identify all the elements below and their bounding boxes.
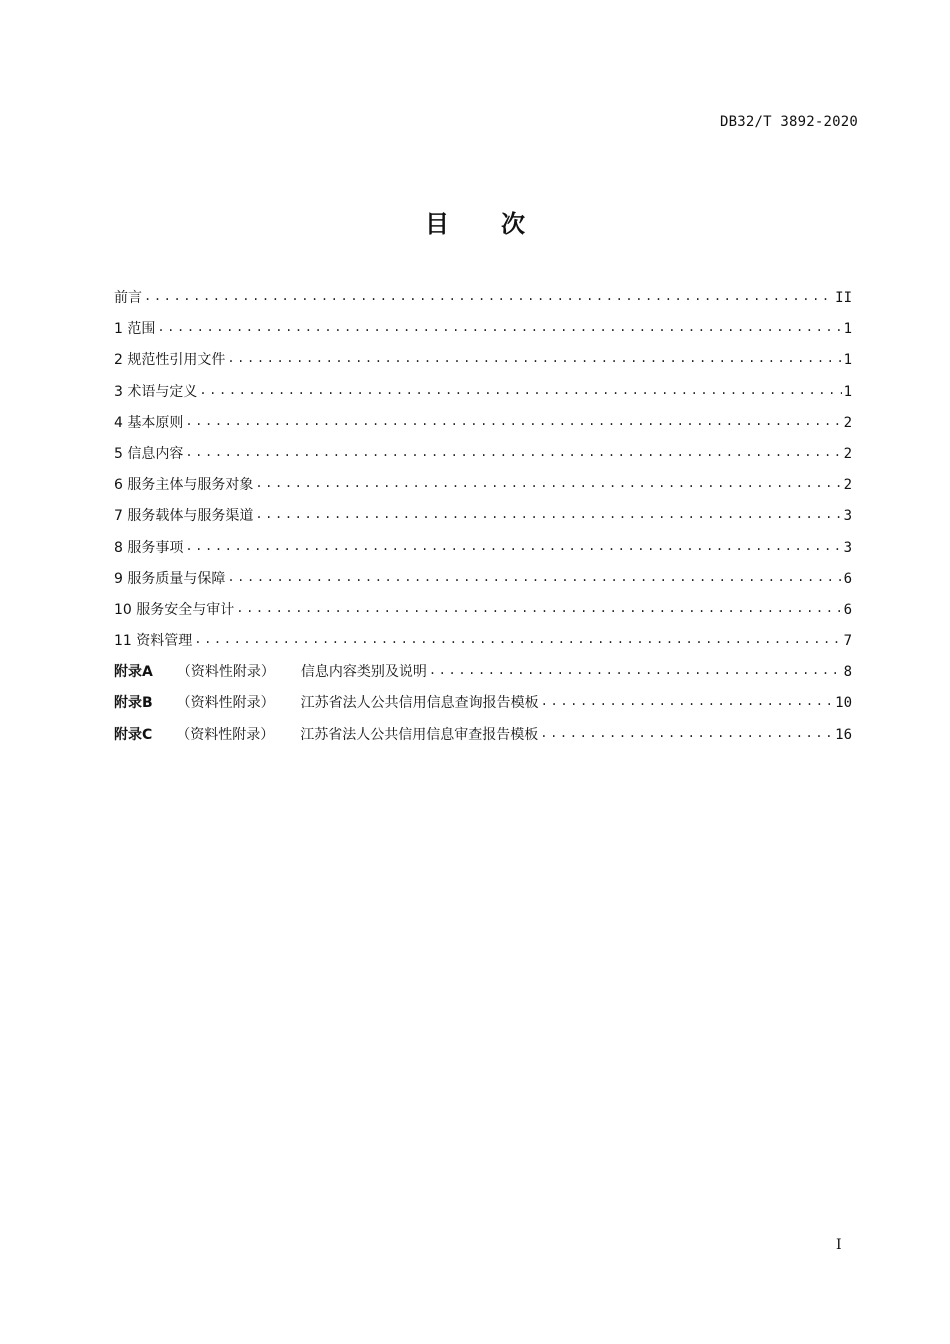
toc-entry-service-quality[interactable] xyxy=(114,565,852,596)
toc-entry-page: 2 xyxy=(843,414,852,431)
toc-entry-page: 1 xyxy=(843,352,852,369)
toc-leader xyxy=(255,469,841,497)
annex-type: （资料性附录） xyxy=(176,695,275,712)
toc-entry-label: 9 服务质量与保障 xyxy=(114,570,226,587)
toc-entry-page: 1 xyxy=(843,383,852,400)
toc-entry-foreword[interactable] xyxy=(114,284,852,315)
toc-leader xyxy=(199,376,841,404)
annex-id: 附录C xyxy=(114,726,153,743)
annex-title: 信息内容类别及说明 xyxy=(300,664,427,681)
toc-entry-records-management[interactable] xyxy=(114,627,852,658)
toc-leader xyxy=(157,313,841,341)
toc-entry-information-content[interactable] xyxy=(114,440,852,471)
toc-entry-label: 3 术语与定义 xyxy=(114,383,198,400)
toc-entry-label: 10 服务安全与审计 xyxy=(114,601,235,618)
toc-entry-page: 7 xyxy=(843,633,852,650)
toc-leader xyxy=(185,407,841,435)
toc-entry-scope[interactable] xyxy=(114,315,852,346)
annex-title: 江苏省法人公共信用信息审查报告模板 xyxy=(300,726,539,743)
toc-entry-basic-principles[interactable] xyxy=(114,409,852,440)
toc-entry-service-security[interactable] xyxy=(114,596,852,627)
toc-entry-label: 1 范围 xyxy=(114,321,156,338)
toc-entry-label: 8 服务事项 xyxy=(114,539,184,556)
annex-type: （资料性附录） xyxy=(176,726,275,743)
toc-leader xyxy=(255,500,841,528)
toc-leader xyxy=(185,438,841,466)
toc-entry-page: 2 xyxy=(843,477,852,494)
annex-id: 附录B xyxy=(114,695,153,712)
page-number: I xyxy=(836,1237,842,1253)
toc-entry-label: 5 信息内容 xyxy=(114,445,184,462)
toc-entry-annex-b[interactable] xyxy=(114,689,852,720)
toc-entry-page: 3 xyxy=(843,508,852,525)
toc-entry-label: 2 规范性引用文件 xyxy=(114,352,226,369)
toc-leader xyxy=(194,625,841,653)
toc-annex-label xyxy=(114,689,539,717)
toc-entry-page: II xyxy=(835,290,852,306)
annex-title: 江苏省法人公共信用信息查询报告模板 xyxy=(300,695,539,712)
toc-entry-label: 7 服务载体与服务渠道 xyxy=(114,508,254,525)
toc-entry-page: 2 xyxy=(843,445,852,462)
toc-entry-label: 11 资料管理 xyxy=(114,633,193,650)
toc-leader xyxy=(429,656,842,684)
toc-annex-label xyxy=(114,721,538,749)
toc-entry-page: 6 xyxy=(843,601,852,618)
annex-id: 附录A xyxy=(114,664,153,681)
page-title: 目次 xyxy=(425,210,577,238)
toc-annex-label xyxy=(114,658,427,686)
toc-leader xyxy=(541,687,833,715)
toc-entry-annex-c[interactable] xyxy=(114,721,852,752)
toc-entry-label: 6 服务主体与服务对象 xyxy=(114,477,254,494)
toc-entry-normative-references[interactable] xyxy=(114,346,852,377)
toc-entry-annex-a[interactable] xyxy=(114,658,852,689)
toc-entry-page: 10 xyxy=(835,695,852,712)
toc-leader xyxy=(540,719,833,747)
toc-entry-page: 3 xyxy=(843,539,852,556)
toc-entry-page: 6 xyxy=(843,570,852,587)
toc-entry-page: 16 xyxy=(835,726,852,743)
toc-leader xyxy=(227,344,841,372)
table-of-contents xyxy=(114,284,852,752)
toc-leader xyxy=(227,563,841,591)
toc-entry-page: 1 xyxy=(843,321,852,338)
toc-entry-label: 前言 xyxy=(114,290,142,306)
document-code: DB32/T 3892-2020 xyxy=(719,114,858,130)
toc-entry-service-subject[interactable] xyxy=(114,471,852,502)
toc-leader xyxy=(236,594,841,622)
toc-leader xyxy=(185,532,841,560)
toc-entry-label: 4 基本原则 xyxy=(114,414,184,431)
toc-leader xyxy=(144,282,833,310)
toc-entry-service-carrier[interactable] xyxy=(114,502,852,533)
toc-entry-terms-definitions[interactable] xyxy=(114,378,852,409)
toc-entry-page: 8 xyxy=(843,664,852,681)
toc-entry-service-items[interactable] xyxy=(114,534,852,565)
annex-type: （资料性附录） xyxy=(176,664,275,681)
